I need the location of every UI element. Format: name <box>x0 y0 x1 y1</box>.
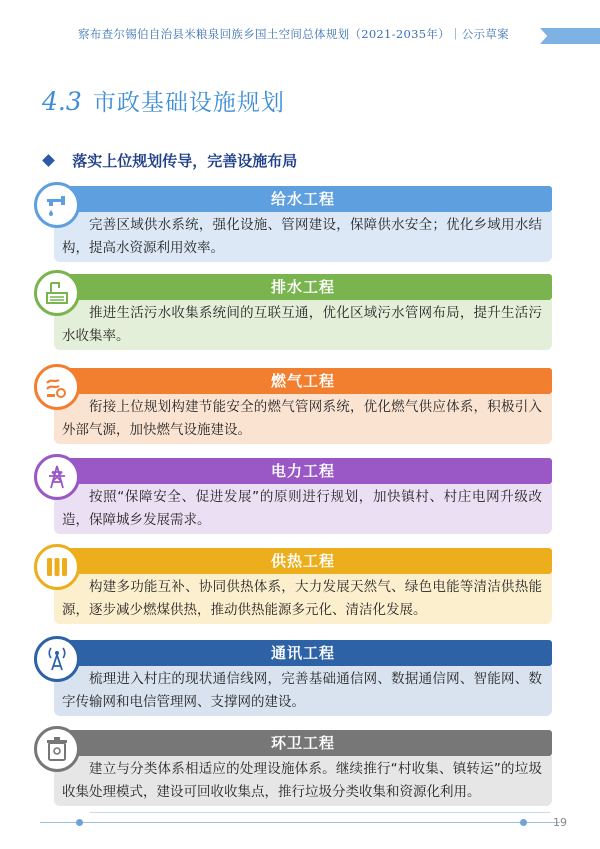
block-bar <box>54 274 552 300</box>
water-tap-icon <box>34 182 80 228</box>
block-sanitation <box>34 726 552 812</box>
sub-heading-text: 落实上位规划传导，完善设施布局 <box>72 152 298 170</box>
block-text: 建立与分类体系相适应的处理设施体系。继续推行“村收集、镇转运”的垃圾收集处理模式，建设可回收收集点，推行垃圾分类收集和资源化利用。 <box>62 761 542 800</box>
footer-dot-right <box>520 819 527 826</box>
block-body <box>54 666 552 716</box>
footer-line <box>40 822 560 823</box>
footer-dot-left <box>76 819 83 826</box>
block-bar <box>54 458 552 484</box>
block-body <box>54 756 552 806</box>
block-heating <box>34 544 552 630</box>
block-text: 构建多功能互补、协同供热体系，大力发展天然气、绿色电能等清洁供热能源，逐步减少燃煤供热，推动供热能源多元化、清洁化发展。 <box>62 579 542 618</box>
radiator-icon <box>34 544 80 590</box>
block-title: 给水工程 <box>270 190 335 208</box>
block-title: 环卫工程 <box>270 734 335 752</box>
block-bar <box>54 548 552 574</box>
block-title: 通讯工程 <box>270 644 335 662</box>
diamond-bullet-icon <box>42 154 55 167</box>
block-text: 衔接上位规划构建节能安全的燃气管网系统，优化燃气供应体系，积极引入外部气源，加快燃气设施建设。 <box>62 399 542 438</box>
block-bar <box>54 730 552 756</box>
header-flag <box>540 28 600 44</box>
block-bar <box>54 186 552 212</box>
block-gas <box>34 364 552 450</box>
block-water <box>34 182 552 268</box>
block-bar <box>54 640 552 666</box>
sub-heading <box>44 150 297 171</box>
section-title <box>42 84 285 124</box>
block-body <box>54 484 552 534</box>
block-text: 按照“保障安全、促进发展”的原则进行规划，加快镇村、村庄电网升级改造，保障城乡发展需求。 <box>62 489 542 528</box>
block-power <box>34 454 552 540</box>
block-telecom <box>34 636 552 722</box>
block-title: 电力工程 <box>270 462 335 480</box>
block-body <box>54 212 552 262</box>
drainage-icon <box>34 270 80 316</box>
gas-icon <box>34 364 80 410</box>
block-drainage <box>34 270 552 356</box>
block-title: 供热工程 <box>270 552 335 570</box>
block-bar <box>54 368 552 394</box>
block-body <box>54 300 552 350</box>
block-body <box>54 574 552 624</box>
power-tower-icon <box>34 454 80 500</box>
block-text: 完善区域供水系统，强化设施、管网建设，保障供水安全；优化乡域用水结构，提高水资源利用效率。 <box>62 217 542 256</box>
section-number: 4.3 <box>42 87 82 116</box>
section-name: 市政基础设施规划 <box>92 90 285 116</box>
block-text: 推进生活污水收集系统间的互联互通，优化区域污水管网布局，提升生活污水收集率。 <box>62 305 542 344</box>
footer-line-upper <box>90 812 550 813</box>
signal-tower-icon <box>34 636 80 682</box>
page-number: 19 <box>553 816 567 829</box>
trash-bin-icon <box>34 726 80 772</box>
block-title: 排水工程 <box>270 278 335 296</box>
block-body <box>54 394 552 444</box>
block-title: 燃气工程 <box>270 372 335 390</box>
header-title: 察布查尔锡伯自治县米粮泉回族乡国土空间总体规划（2021-2035年）｜公示草案 <box>78 27 509 41</box>
block-text: 梳理进入村庄的现状通信线网，完善基础通信网、数据通信网、智能网、数字传输网和电信管理网、支撑网的建设。 <box>62 671 542 710</box>
